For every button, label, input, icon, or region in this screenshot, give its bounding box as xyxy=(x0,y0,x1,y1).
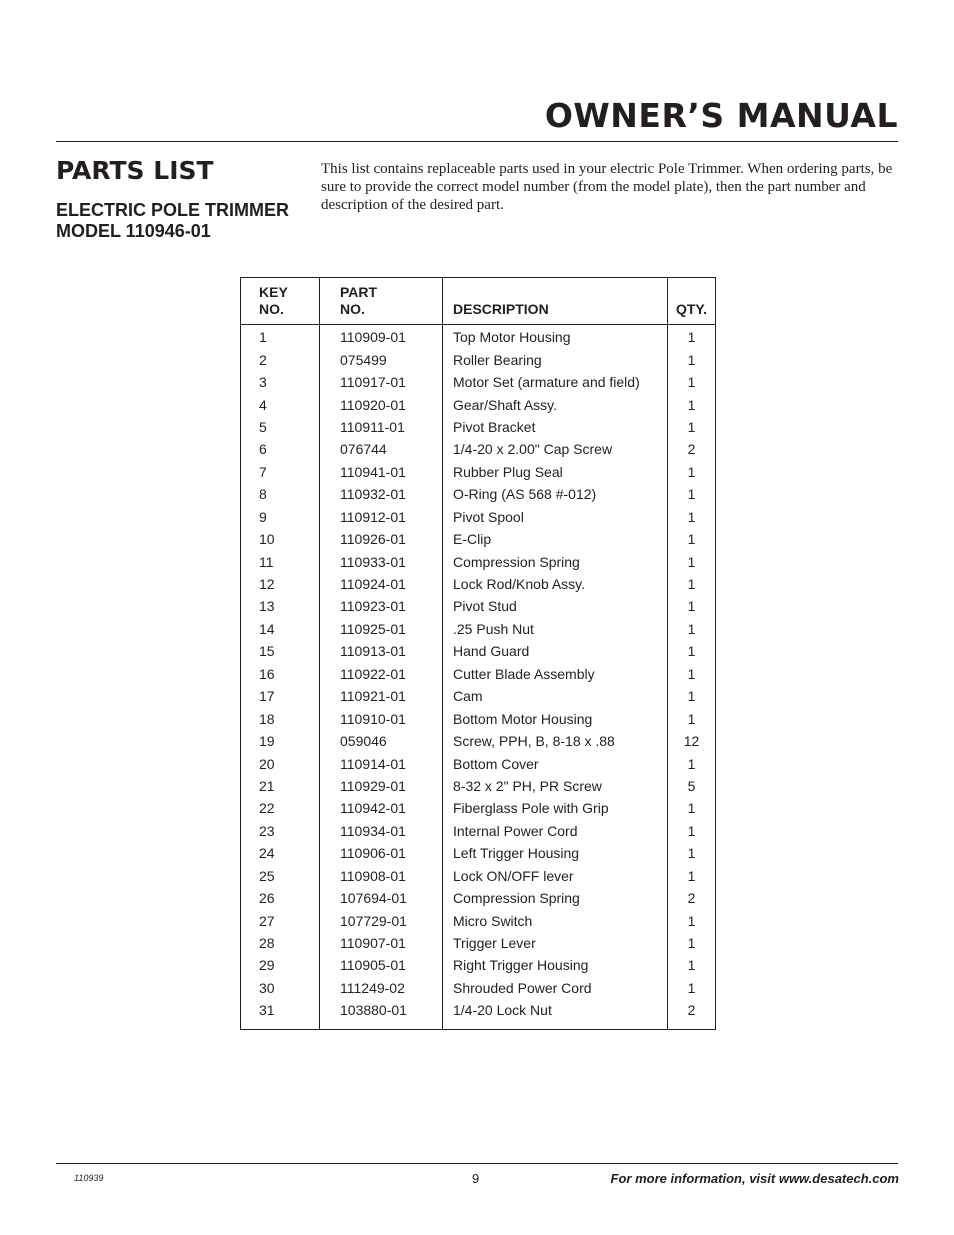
part-no-cell: 110922-01 xyxy=(320,663,443,685)
part-no-cell: 110934-01 xyxy=(320,820,443,842)
description-cell: Internal Power Cord xyxy=(443,820,668,842)
table-row xyxy=(241,775,716,797)
table-row xyxy=(241,371,716,393)
qty-cell: 1 xyxy=(687,800,696,817)
description-cell: Rubber Plug Seal xyxy=(443,461,668,483)
qty-cell: 1 xyxy=(687,643,696,660)
part-no-cell: 110941-01 xyxy=(320,461,443,483)
part-no-cell: 110924-01 xyxy=(320,573,443,595)
qty-cell: 1 xyxy=(687,486,696,503)
description-cell: Cutter Blade Assembly xyxy=(443,663,668,685)
table-row xyxy=(241,707,716,729)
table-row xyxy=(241,977,716,999)
table-row xyxy=(241,483,716,505)
part-no-cell: 103880-01 xyxy=(320,999,443,1029)
manual-title: OWNER’S MANUAL xyxy=(544,96,898,135)
key-no-cell: 20 xyxy=(241,752,320,774)
part-no-cell: 110914-01 xyxy=(320,752,443,774)
part-no-cell: 110911-01 xyxy=(320,416,443,438)
key-no-cell: 8 xyxy=(241,483,320,505)
description-cell: O-Ring (AS 568 #-012) xyxy=(443,483,668,505)
key-no-cell: 13 xyxy=(241,595,320,617)
qty-cell: 1 xyxy=(687,329,696,346)
qty-cell: 1 xyxy=(687,620,696,637)
part-no-cell: 076744 xyxy=(320,438,443,460)
key-no-cell: 17 xyxy=(241,685,320,707)
key-no-cell: 2 xyxy=(241,348,320,370)
part-no-cell: 107729-01 xyxy=(320,909,443,931)
part-no-cell: 110920-01 xyxy=(320,393,443,415)
subtitle-line-2: MODEL 110946-01 xyxy=(56,221,211,241)
qty-cell: 1 xyxy=(687,418,696,435)
key-no-cell: 6 xyxy=(241,438,320,460)
document-number: 110939 xyxy=(74,1173,104,1183)
key-no-cell: 11 xyxy=(241,550,320,572)
part-no-cell: 110917-01 xyxy=(320,371,443,393)
table-row xyxy=(241,640,716,662)
part-no-cell: 110932-01 xyxy=(320,483,443,505)
part-no-cell: 110908-01 xyxy=(320,865,443,887)
part-no-cell: 110933-01 xyxy=(320,550,443,572)
description-cell: Micro Switch xyxy=(443,909,668,931)
qty-cell: 2 xyxy=(687,890,696,907)
key-no-cell: 19 xyxy=(241,730,320,752)
description-cell: Motor Set (armature and field) xyxy=(443,371,668,393)
part-no-cell: 110910-01 xyxy=(320,707,443,729)
table-row xyxy=(241,685,716,707)
key-no-cell: 7 xyxy=(241,461,320,483)
key-no-cell: 1 xyxy=(241,325,320,349)
qty-cell: 1 xyxy=(687,665,696,682)
key-no-cell: 28 xyxy=(241,932,320,954)
qty-cell: 1 xyxy=(687,374,696,391)
description-cell: Roller Bearing xyxy=(443,348,668,370)
qty-cell: 1 xyxy=(687,755,696,772)
description-cell: Screw, PPH, B, 8-18 x .88 xyxy=(443,730,668,752)
footer-divider xyxy=(56,1163,898,1164)
description-cell: Bottom Cover xyxy=(443,752,668,774)
qty-cell: 1 xyxy=(687,396,696,413)
key-no-cell: 16 xyxy=(241,663,320,685)
description-cell: Compression Spring xyxy=(443,887,668,909)
part-no-cell: 110923-01 xyxy=(320,595,443,617)
key-no-cell: 23 xyxy=(241,820,320,842)
description-cell: Bottom Motor Housing xyxy=(443,707,668,729)
description-cell: Cam xyxy=(443,685,668,707)
table-row xyxy=(241,416,716,438)
header-qty: QTY. xyxy=(668,278,716,325)
part-no-cell: 110909-01 xyxy=(320,325,443,349)
table-row xyxy=(241,730,716,752)
table-row xyxy=(241,932,716,954)
header-part-line-1: PART xyxy=(340,284,378,300)
table-row xyxy=(241,820,716,842)
table-row xyxy=(241,618,716,640)
table-row xyxy=(241,865,716,887)
key-no-cell: 27 xyxy=(241,909,320,931)
table-row xyxy=(241,797,716,819)
qty-cell: 1 xyxy=(687,351,696,368)
qty-cell: 1 xyxy=(687,710,696,727)
product-subtitle xyxy=(56,200,289,242)
table-row xyxy=(241,528,716,550)
key-no-cell: 5 xyxy=(241,416,320,438)
description-cell: 8-32 x 2" PH, PR Screw xyxy=(443,775,668,797)
key-no-cell: 4 xyxy=(241,393,320,415)
table-row xyxy=(241,663,716,685)
part-no-cell: 110907-01 xyxy=(320,932,443,954)
key-no-cell: 29 xyxy=(241,954,320,976)
table-row xyxy=(241,573,716,595)
key-no-cell: 24 xyxy=(241,842,320,864)
qty-cell: 1 xyxy=(687,979,696,996)
part-no-cell: 110929-01 xyxy=(320,775,443,797)
header-key-line-2: NO. xyxy=(259,301,284,317)
key-no-cell: 25 xyxy=(241,865,320,887)
parts-table-body xyxy=(241,325,716,1030)
subtitle-line-1: ELECTRIC POLE TRIMMER xyxy=(56,200,289,220)
part-no-cell: 075499 xyxy=(320,348,443,370)
header-description: DESCRIPTION xyxy=(443,278,668,325)
page-number: 9 xyxy=(472,1171,480,1186)
qty-cell: 1 xyxy=(687,957,696,974)
qty-cell: 1 xyxy=(687,508,696,525)
key-no-cell: 31 xyxy=(241,999,320,1029)
table-header-row xyxy=(241,278,716,325)
description-cell: Left Trigger Housing xyxy=(443,842,668,864)
table-row xyxy=(241,325,716,349)
description-cell: .25 Push Nut xyxy=(443,618,668,640)
table-row xyxy=(241,999,716,1029)
parts-table xyxy=(240,277,716,1030)
key-no-cell: 12 xyxy=(241,573,320,595)
description-cell: E-Clip xyxy=(443,528,668,550)
key-no-cell: 3 xyxy=(241,371,320,393)
part-no-cell: 107694-01 xyxy=(320,887,443,909)
qty-cell: 1 xyxy=(687,822,696,839)
qty-cell: 12 xyxy=(683,733,700,750)
header-key-no xyxy=(241,278,320,325)
qty-cell: 5 xyxy=(687,777,696,794)
key-no-cell: 15 xyxy=(241,640,320,662)
qty-cell: 2 xyxy=(687,1002,696,1019)
description-cell: Pivot Spool xyxy=(443,506,668,528)
description-cell: Hand Guard xyxy=(443,640,668,662)
key-no-cell: 14 xyxy=(241,618,320,640)
key-no-cell: 30 xyxy=(241,977,320,999)
description-cell: Trigger Lever xyxy=(443,932,668,954)
key-no-cell: 9 xyxy=(241,506,320,528)
footer-website-note: For more information, visit www.desatech.com xyxy=(610,1171,899,1186)
qty-cell: 1 xyxy=(687,688,696,705)
qty-cell: 1 xyxy=(687,845,696,862)
key-no-cell: 26 xyxy=(241,887,320,909)
description-cell: Shrouded Power Cord xyxy=(443,977,668,999)
part-no-cell: 110942-01 xyxy=(320,797,443,819)
part-no-cell: 110913-01 xyxy=(320,640,443,662)
table-row xyxy=(241,506,716,528)
part-no-cell: 110926-01 xyxy=(320,528,443,550)
description-cell: Gear/Shaft Assy. xyxy=(443,393,668,415)
table-row xyxy=(241,909,716,931)
section-title: PARTS LIST xyxy=(56,156,214,185)
table-row xyxy=(241,752,716,774)
header-divider xyxy=(56,141,898,142)
key-no-cell: 21 xyxy=(241,775,320,797)
part-no-cell: 110906-01 xyxy=(320,842,443,864)
part-no-cell: 111249-02 xyxy=(320,977,443,999)
header-part-no xyxy=(320,278,443,325)
qty-cell: 1 xyxy=(687,935,696,952)
intro-paragraph: This list contains replaceable parts used in your electric Pole Trimmer. When ordering parts, be sure to provide the correct model number (from the model plate), then the part number and description of the desired part. xyxy=(321,161,893,213)
table-row xyxy=(241,461,716,483)
table-row xyxy=(241,393,716,415)
part-no-cell: 110912-01 xyxy=(320,506,443,528)
key-no-cell: 10 xyxy=(241,528,320,550)
description-cell: Right Trigger Housing xyxy=(443,954,668,976)
table-row xyxy=(241,348,716,370)
table-row xyxy=(241,595,716,617)
description-cell: Pivot Stud xyxy=(443,595,668,617)
part-no-cell: 110925-01 xyxy=(320,618,443,640)
qty-cell: 1 xyxy=(687,598,696,615)
qty-cell: 1 xyxy=(687,867,696,884)
qty-cell: 1 xyxy=(687,576,696,593)
key-no-cell: 22 xyxy=(241,797,320,819)
qty-cell: 1 xyxy=(687,912,696,929)
table-row xyxy=(241,887,716,909)
description-cell: Fiberglass Pole with Grip xyxy=(443,797,668,819)
qty-cell: 1 xyxy=(687,531,696,548)
description-cell: Top Motor Housing xyxy=(443,325,668,349)
qty-cell: 1 xyxy=(687,463,696,480)
key-no-cell: 18 xyxy=(241,707,320,729)
description-cell: 1/4-20 x 2.00" Cap Screw xyxy=(443,438,668,460)
part-no-cell: 110905-01 xyxy=(320,954,443,976)
table-row xyxy=(241,954,716,976)
header-part-line-2: NO. xyxy=(340,301,365,317)
description-cell: 1/4-20 Lock Nut xyxy=(443,999,668,1029)
description-cell: Lock ON/OFF lever xyxy=(443,865,668,887)
qty-cell: 2 xyxy=(687,441,696,458)
table-row xyxy=(241,842,716,864)
description-cell: Pivot Bracket xyxy=(443,416,668,438)
description-cell: Compression Spring xyxy=(443,550,668,572)
description-cell: Lock Rod/Knob Assy. xyxy=(443,573,668,595)
part-no-cell: 110921-01 xyxy=(320,685,443,707)
part-no-cell: 059046 xyxy=(320,730,443,752)
table-row xyxy=(241,550,716,572)
table-row xyxy=(241,438,716,460)
qty-cell: 1 xyxy=(687,553,696,570)
header-key-line-1: KEY xyxy=(259,284,288,300)
